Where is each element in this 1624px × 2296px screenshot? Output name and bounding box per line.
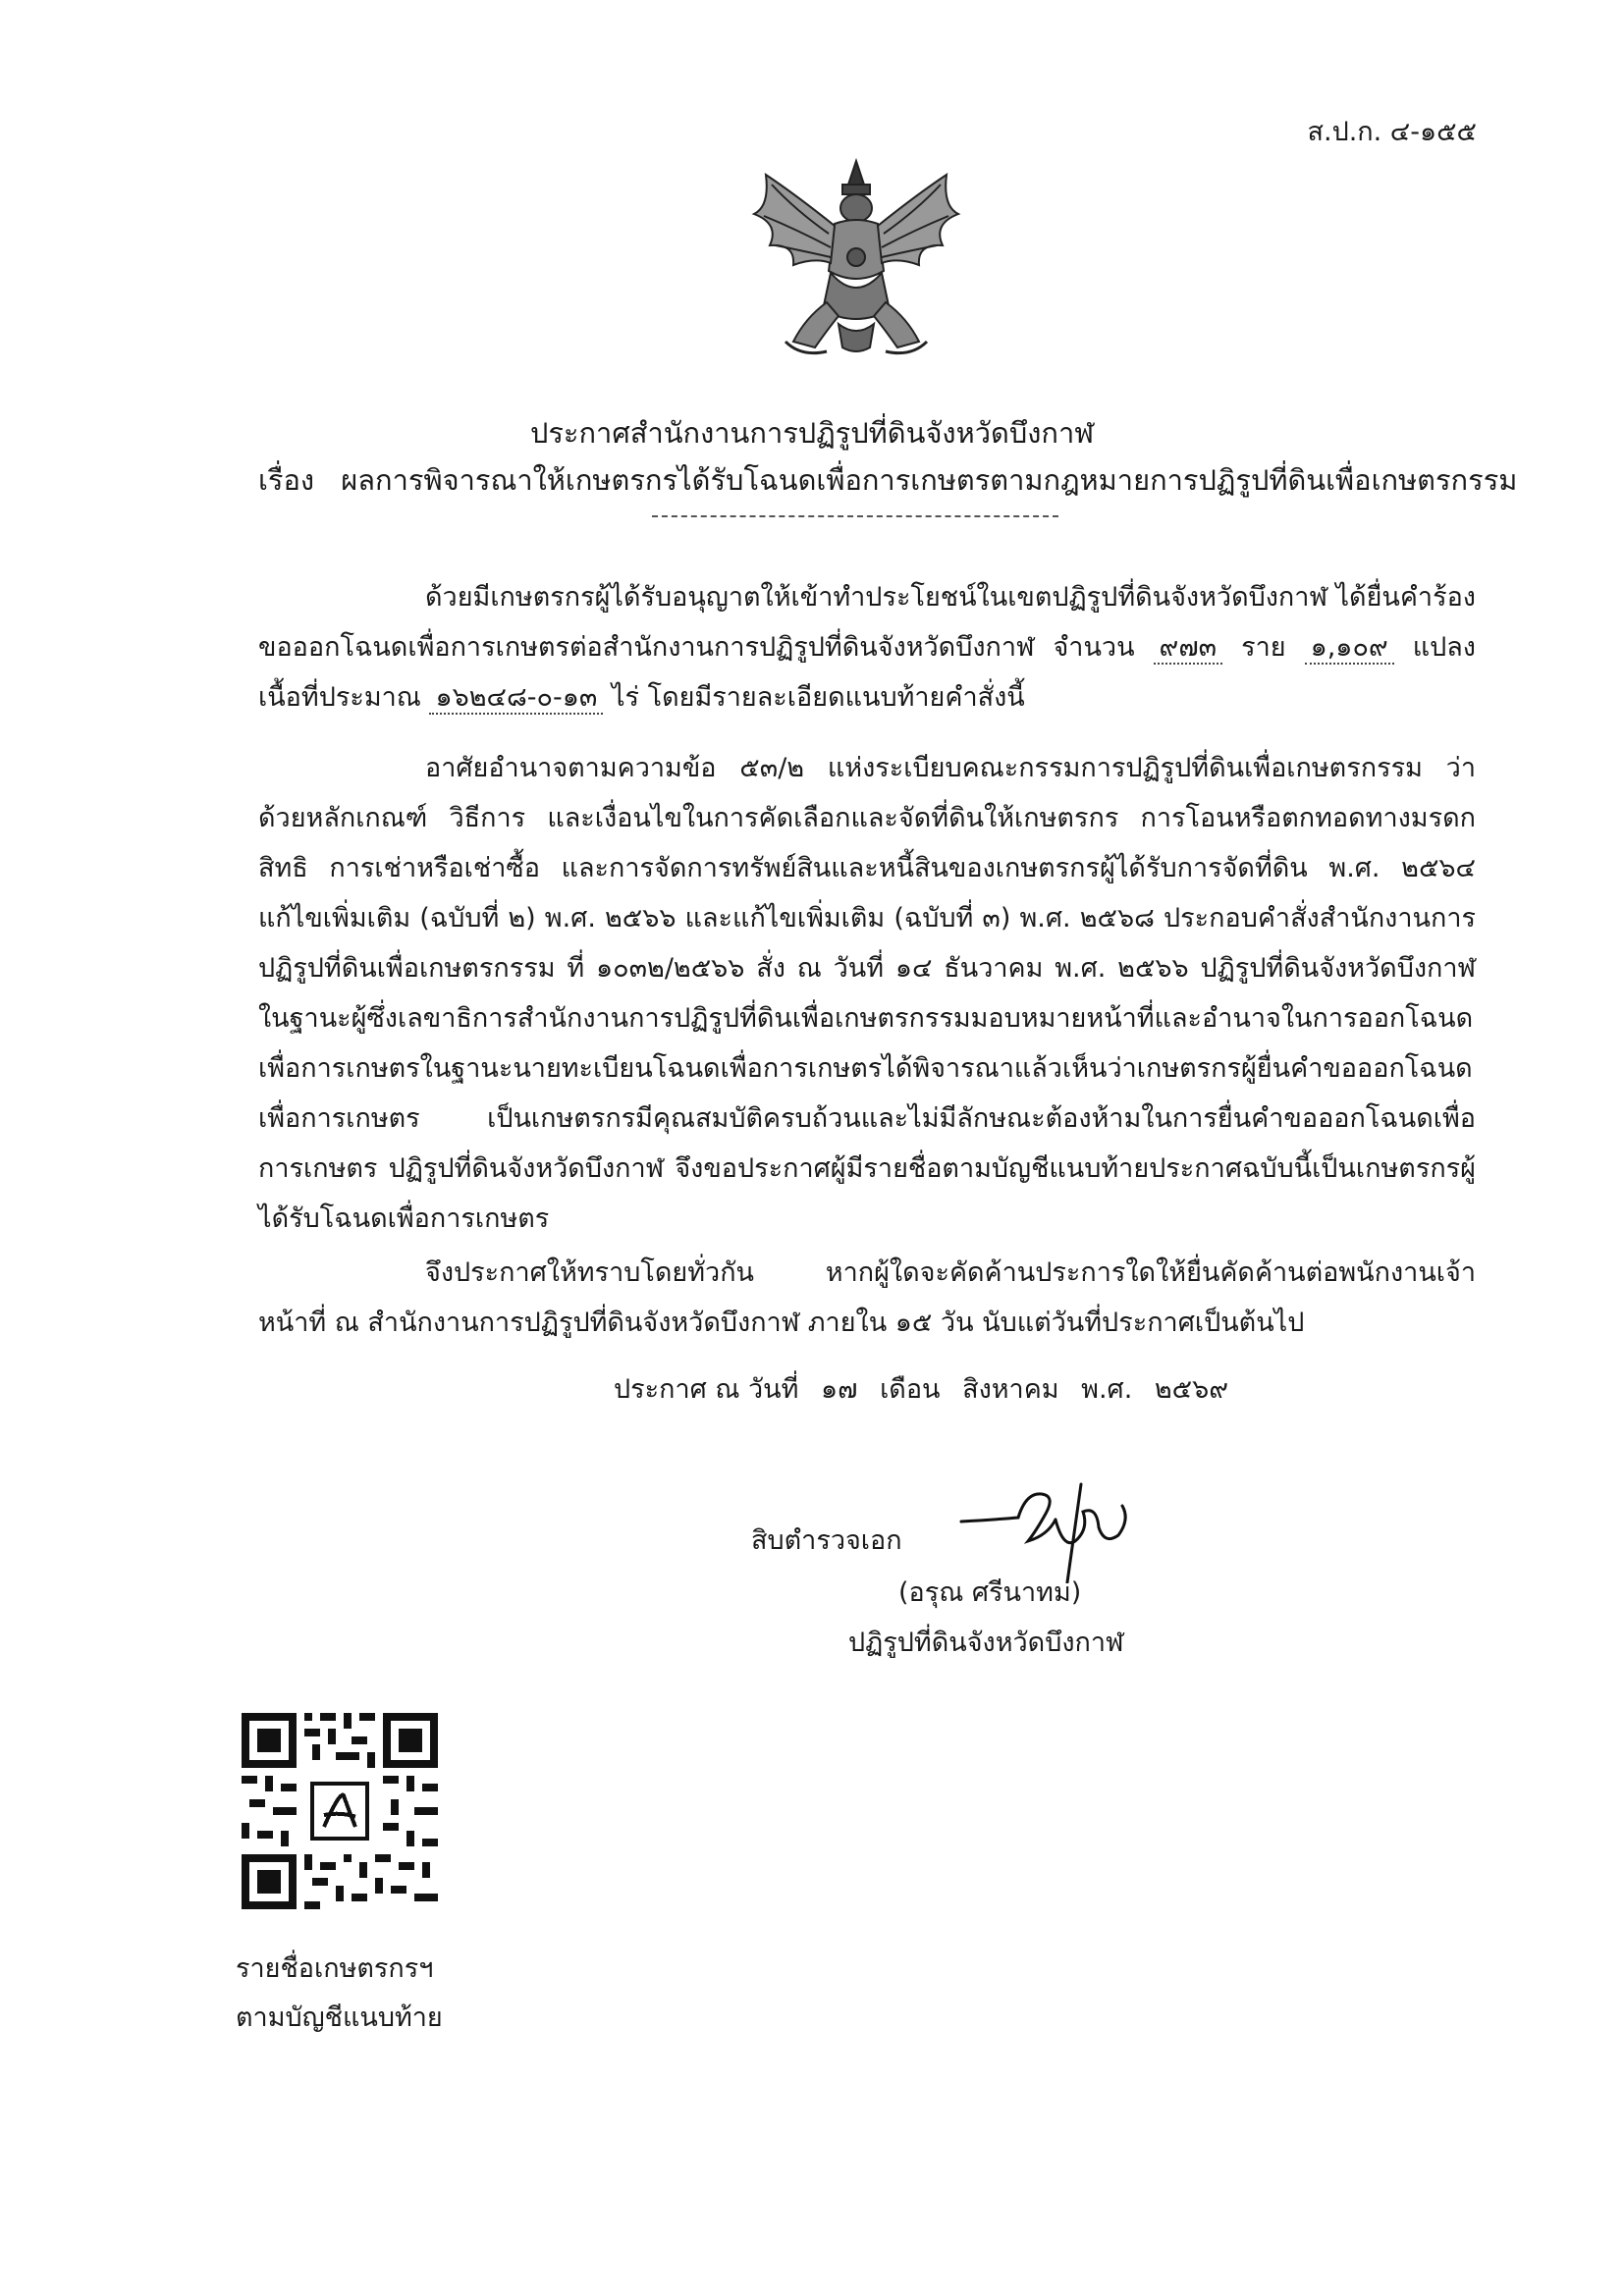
plot-count: ๑,๑๐๙	[1305, 632, 1394, 665]
garuda-emblem-icon	[736, 155, 977, 363]
qr-caption-line-1: รายชื่อเกษตรกรฯ	[236, 1953, 434, 1984]
date-year-label: พ.ศ.	[1081, 1374, 1133, 1405]
announcement-title: ประกาศสำนักงานการปฏิรูปที่ดินจังหวัดบึงกาฬ	[529, 416, 1095, 450]
total-area: ๑๖๒๔๘-๐-๑๓	[429, 682, 603, 715]
date-day: ๑๗	[821, 1374, 858, 1405]
handwritten-signature	[957, 1480, 1139, 1583]
date-month: สิงหาคม	[962, 1374, 1059, 1405]
paragraph-2: อาศัยอำนาจตามความข้อ ๕๓/๒ แห่งระเบียบคณะกรรมการปฏิรูปที่ดินเพื่อเกษตรกรรม ว่าด้วยหลักเกณฑ์ วิธีการ และเงื่อนไขในการคัดเลือกและจัดที่ดินให้เกษตรกร การโอนหรือตกทอดทางมรดกสิทธิ การเช่าหรือเช่าซื้อ และการจัดการทรัพย์สินและหนี้สินของเกษตรกรผู้ได้รับการจัดที่ดิน พ.ศ. ๒๕๖๔ แก้ไขเพิ่มเติม (ฉบับที่ ๒) พ.ศ. ๒๕๖๖ และแก้ไขเพิ่มเติม (ฉบับที่ ๓) พ.ศ. ๒๕๖๘ ประกอบคำสั่งสำนักงานการปฏิรูปที่ดินเพื่อเกษตรกรรม ที่ ๑๐๓๒/๒๕๖๖ สั่ง ณ วันที่ ๑๔ ธันวาคม พ.ศ. ๒๕๖๖ ปฏิรูปที่ดินจังหวัดบึงกาฬ ในฐานะผู้ซึ่งเลขาธิการสำนักงานการปฏิรูปที่ดินเพื่อเกษตรกรรมมอบหมายหน้าที่และอำนาจในการออกโฉนดเพื่อการเกษตรในฐานะนายทะเบียนโฉนดเพื่อการเกษตรได้พิจารณาแล้วเห็นว่าเกษตรกรผู้ยื่นคำขอออกโฉนดเพื่อการเกษตร เป็นเกษตรกรมีคุณสมบัติครบถ้วนและไม่มีลักษณะต้องห้ามในการยื่นคำขอออกโฉนดเพื่อการเกษตร ปฏิรูปที่ดินจังหวัดบึงกาฬ จึงขอประกาศผู้มีรายชื่อตามบัญชีแนบท้ายประกาศฉบับนี้เป็นเกษตรกรผู้ได้รับโฉนดเพื่อการเกษตร	[258, 753, 1476, 1234]
paragraph-1-part-d: ไร่ โดยมีรายละเอียดแนบท้ายคำสั่งนี้	[611, 682, 1025, 713]
paragraph-1-part-b: ราย	[1241, 632, 1286, 663]
title-divider	[652, 515, 1058, 517]
paragraph-3: จึงประกาศให้ทราบโดยทั่วกัน หากผู้ใดจะคัดค้านประการใดให้ยื่นคัดค้านต่อพนักงานเจ้าหน้าที่ ณ สำนักงานการปฏิรูปที่ดินจังหวัดบึงกาฬ ภายใน ๑๕ วัน นับแต่วันที่ประกาศเป็นต้นไป	[258, 1257, 1476, 1338]
announcement-date	[614, 1367, 1242, 1410]
qr-code[interactable]	[242, 1713, 438, 1909]
signer-rank: สิบตำรวจเอก	[751, 1525, 902, 1556]
subject-text: ผลการพิจารณาให้เกษตรกรได้รับโฉนดเพื่อการเกษตรตามกฎหมายการปฏิรูปที่ดินเพื่อเกษตรกรรม	[341, 463, 1518, 497]
paragraph-1	[258, 572, 1476, 722]
qr-caption-line-2: ตามบัญชีแนบท้าย	[236, 2002, 443, 2033]
signer-position: ปฏิรูปที่ดินจังหวัดบึงกาฬ	[848, 1628, 1124, 1658]
subject-line	[258, 457, 1518, 503]
date-month-label: เดือน	[880, 1374, 941, 1405]
paragraph-1-part-a: ด้วยมีเกษตรกรผู้ได้รับอนุญาตให้เข้าทำประโยชน์ในเขตปฏิรูปที่ดินจังหวัดบึงกาฬ ได้ยื่นคำร้องขอออกโฉนดเพื่อการเกษตรต่อสำนักงานการปฏิรูปที่ดินจังหวัดบึงกาฬ จำนวน	[258, 582, 1476, 663]
document-code: ส.ป.ก. ๔-๑๕๕	[1307, 117, 1477, 147]
farmer-count: ๙๗๓	[1154, 632, 1223, 665]
date-prefix: ประกาศ ณ วันที่	[614, 1374, 799, 1405]
paragraph-1-part-c: แปลง เนื้อที่ประมาณ	[258, 632, 1476, 713]
signer-name: (อรุณ ศรีนาทม)	[898, 1577, 1082, 1608]
subject-label: เรื่อง	[258, 463, 315, 497]
date-year: ๒๕๖๙	[1154, 1374, 1229, 1405]
